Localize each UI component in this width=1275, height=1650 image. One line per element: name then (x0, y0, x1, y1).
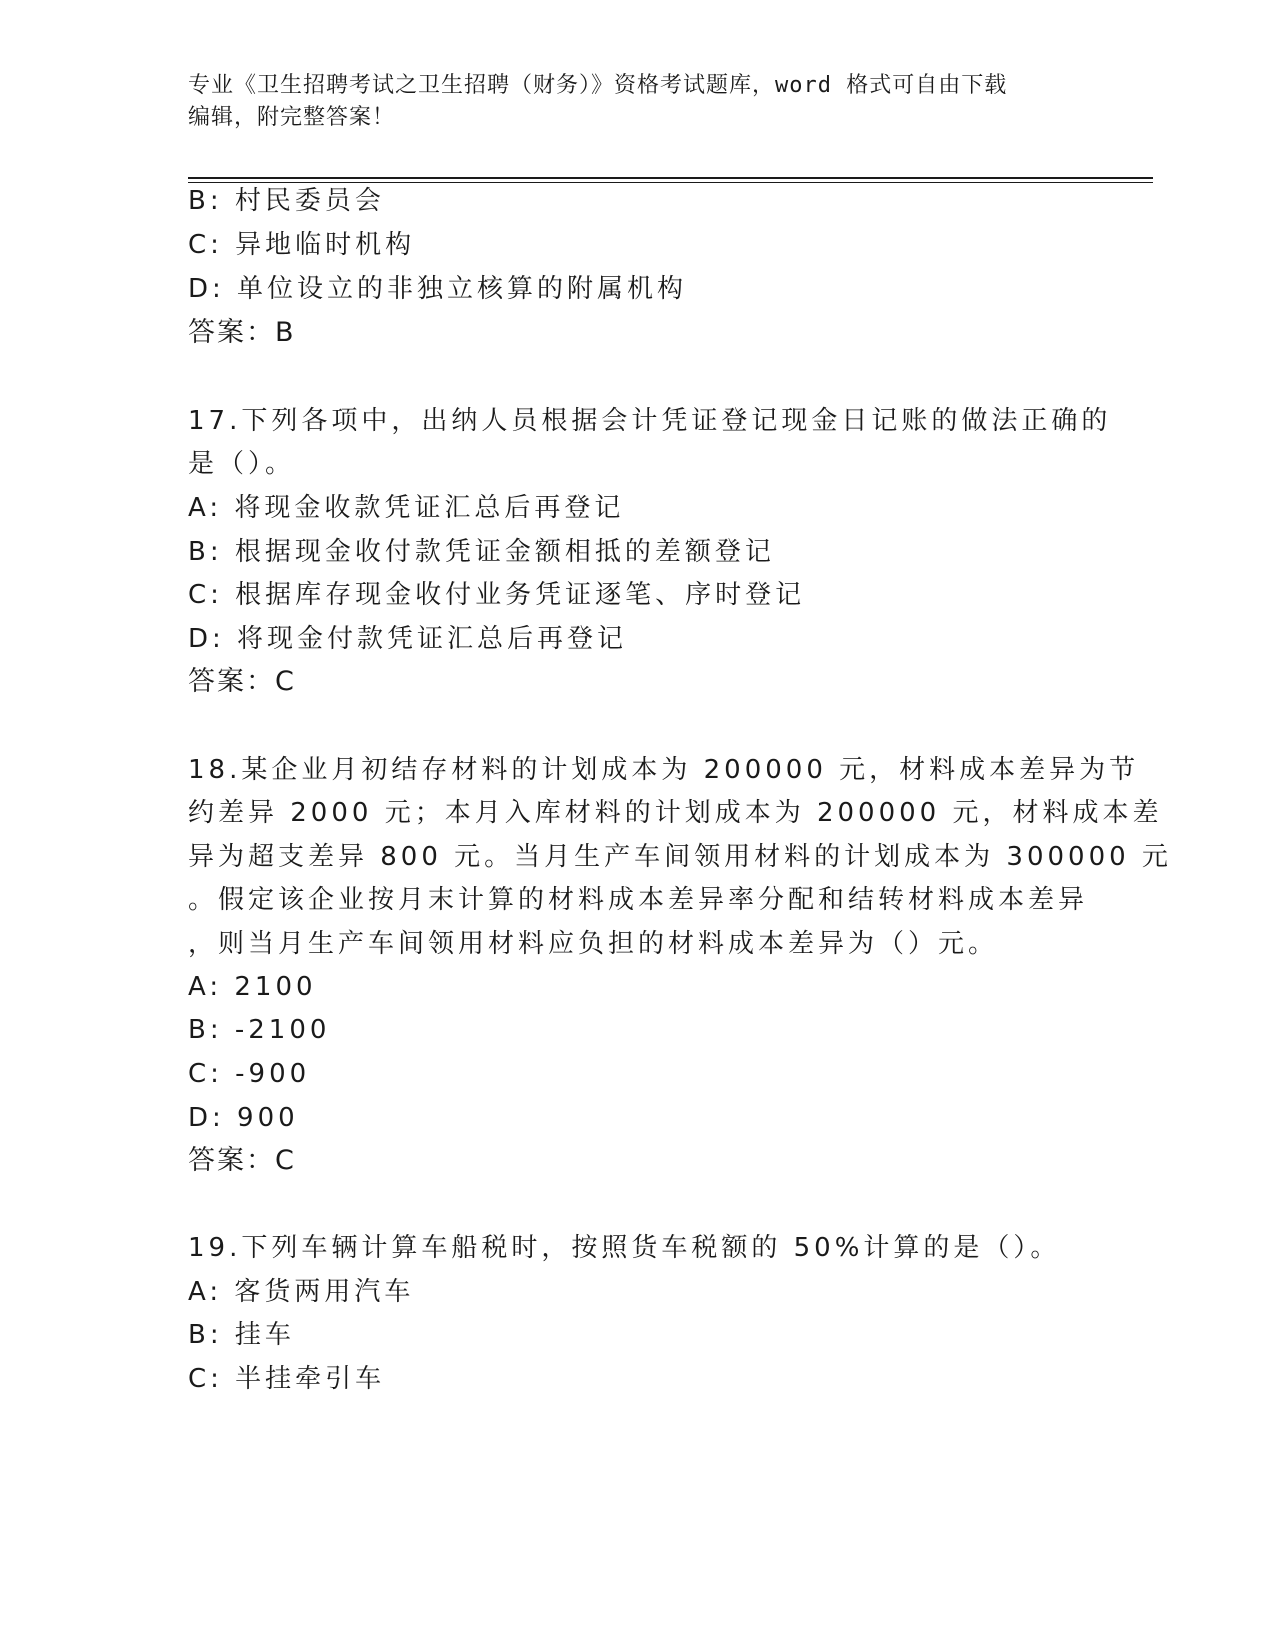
header-line-1: 专业《卫生招聘考试之卫生招聘（财务）》资格考试题库，word 格式可自由下载 (188, 73, 1008, 98)
document-header (188, 70, 1088, 134)
q16-option-c: C: 异地临时机构 (188, 230, 416, 260)
q18-stem-line-2: 约差异 2000 元；本月入库材料的计划成本为 200000 元，材料成本差 (188, 798, 1163, 828)
q17-option-d: D: 将现金付款凭证汇总后再登记 (188, 624, 628, 654)
q18-answer: 答案：C (188, 1145, 296, 1176)
q17-stem-line-1: 17.下列各项中，出纳人员根据会计凭证登记现金日记账的做法正确的 (188, 406, 1112, 436)
q18-stem-line-1: 18.某企业月初结存材料的计划成本为 200000 元，材料成本差异为节 (188, 755, 1140, 785)
q18-option-b: B: -2100 (188, 1015, 331, 1045)
q16-option-b: B: 村民委员会 (188, 186, 385, 216)
q19-option-b: B: 挂车 (188, 1320, 295, 1350)
q19-option-a: A: 客货两用汽车 (188, 1277, 415, 1307)
q18-option-c: C: -900 (188, 1059, 311, 1089)
q17-answer: 答案：C (188, 666, 296, 697)
q16-answer: 答案：B (188, 317, 296, 348)
q17-option-a: A: 将现金收款凭证汇总后再登记 (188, 493, 625, 523)
q19-option-c: C: 半挂牵引车 (188, 1364, 386, 1394)
q18-stem-line-3: 异为超支差异 800 元。当月生产车间领用材料的计划成本为 300000 元 (188, 842, 1172, 872)
header-line-2: 编辑，附完整答案！ (188, 105, 396, 130)
q16-option-d: D: 单位设立的非独立核算的附属机构 (188, 274, 688, 304)
header-divider-thick (188, 177, 1153, 179)
q18-option-a: A: 2100 (188, 972, 317, 1002)
q19-stem-line-1: 19.下列车辆计算车船税时，按照货车税额的 50%计算的是（）。 (188, 1233, 1061, 1263)
q18-option-d: D: 900 (188, 1103, 299, 1133)
header-divider-thin (188, 182, 1153, 183)
q17-stem-line-2: 是（）。 (188, 449, 296, 479)
q17-option-c: C: 根据库存现金收付业务凭证逐笔、序时登记 (188, 580, 806, 610)
q18-stem-line-4: 。假定该企业按月末计算的材料成本差异率分配和结转材料成本差异 (188, 885, 1089, 915)
q17-option-b: B: 根据现金收付款凭证金额相抵的差额登记 (188, 537, 775, 567)
q18-stem-line-5: ，则当月生产车间领用材料应负担的材料成本差异为（）元。 (188, 929, 999, 959)
